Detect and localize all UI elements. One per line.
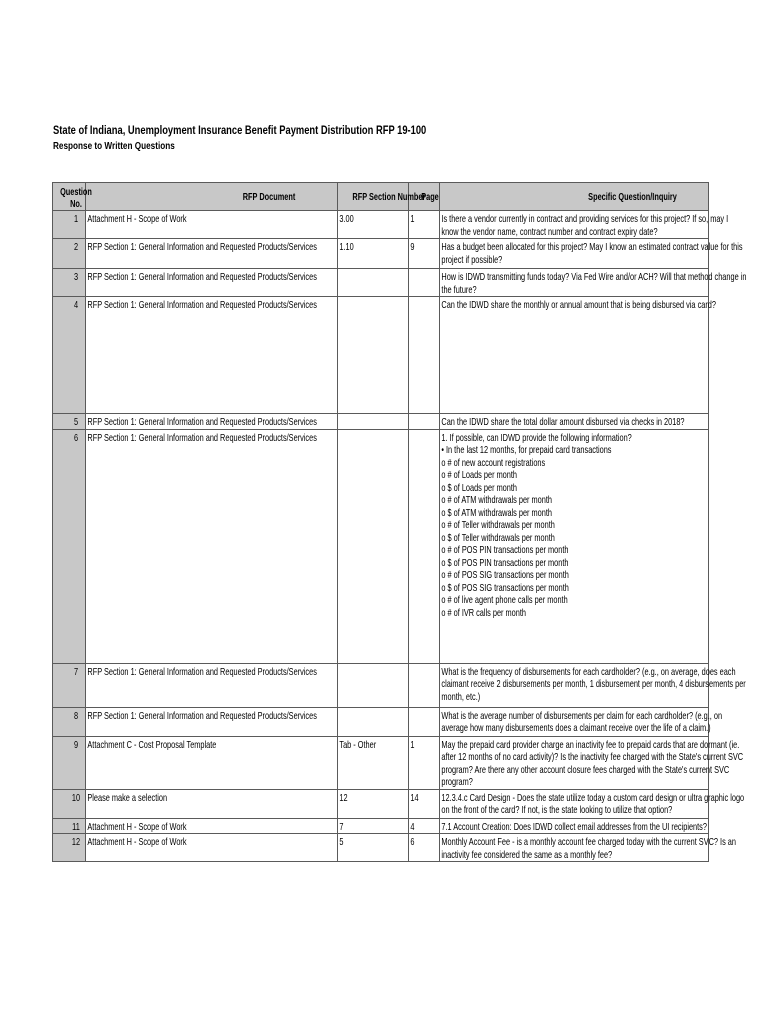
question-cell	[440, 834, 736, 862]
rfp-document-cell: RFP Section 1: General Information and Requested Products/Services	[86, 414, 338, 430]
question-line: Can the IDWD share the monthly or annual amount that is being disbursed via card?	[441, 299, 716, 311]
rfp-section-cell	[338, 663, 409, 707]
question-line: Is there a vendor currently in contract and providing services for this project? If so, may I	[441, 213, 729, 225]
rfp-section-cell: Tab - Other	[338, 736, 409, 789]
page-cell: 4	[409, 818, 440, 834]
document-title: State of Indiana, Unemployment Insurance Benefit Payment Distribution RFP 19-100	[53, 123, 427, 137]
rfp-document-cell: Attachment H - Scope of Work	[86, 211, 338, 239]
rfp-section-cell	[338, 414, 409, 430]
rfp-document-cell: Attachment H - Scope of Work	[86, 834, 338, 862]
question-cell	[440, 789, 745, 818]
question-line: May the prepaid card provider charge an inactivity fee to prepaid cards that are dormant (ie.	[441, 738, 740, 751]
rfp-section-cell: 1.10	[338, 239, 409, 269]
table-row	[53, 297, 709, 414]
rfp-section-cell: 3.00	[338, 211, 409, 239]
question-line: 12.3.4.c Card Design - Does the state utilize today a custom card design or ultra graphic logo	[441, 791, 745, 804]
rfp-document-cell: RFP Section 1: General Information and Requested Products/Services	[86, 239, 338, 269]
page-cell	[409, 663, 440, 707]
page-cell: 6	[409, 834, 440, 862]
questions-table	[52, 182, 747, 862]
question-line: o # of Teller withdrawals per month	[441, 519, 555, 531]
table-row	[53, 269, 709, 297]
question-line: month, etc.)	[441, 690, 481, 703]
question-line: the future?	[441, 283, 477, 296]
question-line: o $ of ATM withdrawals per month	[441, 506, 552, 519]
column-header-rfp-section-number: RFP Section Number	[338, 183, 409, 211]
table-row	[53, 789, 709, 818]
table-row	[53, 239, 709, 269]
rfp-section-cell: 5	[338, 834, 409, 862]
column-header-page: Page	[409, 183, 440, 211]
question-line: What is the average number of disbursements per claim for each cardholder? (e.g., on	[441, 709, 723, 722]
question-line: o # of ATM withdrawals per month	[441, 494, 552, 506]
question-number-cell: 10	[53, 789, 86, 818]
question-cell	[440, 269, 747, 297]
document-subtitle: Response to Written Questions	[53, 140, 175, 152]
question-line: program?	[441, 776, 473, 788]
rfp-section-cell	[338, 429, 409, 663]
question-line: o # of POS SIG transactions per month	[441, 569, 569, 581]
question-number-cell: 9	[53, 736, 86, 789]
table-row	[53, 663, 709, 707]
rfp-document-cell: RFP Section 1: General Information and Requested Products/Services	[86, 269, 338, 297]
question-line: inactivity fee considered the same as a monthly fee?	[441, 848, 613, 861]
question-cell	[440, 211, 729, 239]
page-cell	[409, 429, 440, 663]
question-line: claimant receive 2 disbursements per month, 1 disbursement per month, 4 disbursements per	[441, 678, 746, 690]
question-line: o $ of Loads per month	[441, 481, 517, 494]
question-line: after 12 months of no card activity)? Is the inactivity fee charged with the State's current SVC	[441, 751, 744, 763]
rfp-section-cell	[338, 297, 409, 414]
question-cell	[440, 414, 709, 430]
question-line: on the front of the card? If not, is the state looking to utilize that option?	[441, 804, 673, 816]
question-number-cell: 7	[53, 663, 86, 707]
rfp-document-cell: RFP Section 1: General Information and Requested Products/Services	[86, 707, 338, 736]
question-line: program? Are there any other account closure fees charged with the State's current SVC	[441, 763, 730, 776]
table-row	[53, 429, 709, 663]
column-header-question: Specific Question/Inquiry	[440, 183, 709, 211]
rfp-document-cell: Attachment C - Cost Proposal Template	[86, 736, 338, 789]
question-cell	[440, 429, 709, 663]
page-cell	[409, 414, 440, 430]
question-cell	[440, 239, 743, 269]
column-header-question-no: Question No.	[53, 183, 86, 211]
page-cell	[409, 269, 440, 297]
question-line: • In the last 12 months, for prepaid card transactions	[441, 444, 612, 456]
table-header-row	[53, 183, 709, 211]
table-row	[53, 414, 709, 430]
question-line: o $ of Teller withdrawals per month	[441, 531, 555, 544]
question-line: o $ of POS PIN transactions per month	[441, 556, 569, 569]
question-line: o # of live agent phone calls per month	[441, 594, 568, 606]
question-line: o # of new account registrations	[441, 456, 546, 469]
question-line: Monthly Account Fee - is a monthly account fee charged today with the current SVC? Is an	[441, 836, 736, 848]
question-cell	[440, 707, 723, 736]
question-line: project if possible?	[441, 253, 503, 266]
page-cell	[409, 707, 440, 736]
question-line: o # of POS PIN transactions per month	[441, 544, 569, 556]
question-line: Has a budget been allocated for this project? May I know an estimated contract value for this	[441, 241, 743, 253]
table-row	[53, 736, 709, 789]
table-row	[53, 707, 709, 736]
rfp-document-cell: RFP Section 1: General Information and Requested Products/Services	[86, 297, 338, 414]
table-row	[53, 818, 709, 834]
rfp-section-cell	[338, 707, 409, 736]
question-line: o # of Loads per month	[441, 469, 517, 481]
question-number-cell: 11	[53, 818, 86, 834]
question-number-cell: 4	[53, 297, 86, 414]
question-number-cell: 2	[53, 239, 86, 269]
question-cell	[440, 297, 716, 414]
rfp-section-cell: 7	[338, 818, 409, 834]
question-line: 7.1 Account Creation: Does IDWD collect email addresses from the UI recipients?	[441, 820, 707, 833]
table-row	[53, 834, 709, 862]
page-cell: 1	[409, 736, 440, 789]
question-line: How is IDWD transmitting funds today? Via Fed Wire and/or ACH? Will that method change in	[441, 271, 747, 283]
question-number-cell: 3	[53, 269, 86, 297]
question-line: o $ of POS SIG transactions per month	[441, 581, 569, 594]
page-cell: 14	[409, 789, 440, 818]
question-cell	[440, 818, 709, 834]
rfp-document-cell: Please make a selection	[86, 789, 338, 818]
question-number-cell: 1	[53, 211, 86, 239]
rfp-document-cell: RFP Section 1: General Information and Requested Products/Services	[86, 429, 338, 663]
rfp-section-cell	[338, 269, 409, 297]
table-row	[53, 211, 709, 239]
question-number-cell: 6	[53, 429, 86, 663]
question-line: What is the frequency of disbursements for each cardholder? (e.g., on average, does each	[441, 665, 736, 678]
question-cell	[440, 663, 746, 707]
question-line: average how many disbursements does a claimant receive over the life of a claim.)	[441, 722, 711, 734]
question-number-cell: 8	[53, 707, 86, 736]
question-number-cell: 5	[53, 414, 86, 430]
page-cell: 9	[409, 239, 440, 269]
question-line: know the vendor name, contract number and contract expiry date?	[441, 225, 658, 238]
question-line: 1. If possible, can IDWD provide the following information?	[441, 431, 632, 444]
page-cell: 1	[409, 211, 440, 239]
question-line: Can the IDWD share the total dollar amount disbursed via checks in 2018?	[441, 416, 685, 428]
question-cell	[440, 736, 744, 789]
question-line: o # of IVR calls per month	[441, 606, 526, 619]
question-number-cell: 12	[53, 834, 86, 862]
page-cell	[409, 297, 440, 414]
column-header-rfp-document: RFP Document	[86, 183, 338, 211]
rfp-document-cell: Attachment H - Scope of Work	[86, 818, 338, 834]
rfp-section-cell: 12	[338, 789, 409, 818]
rfp-document-cell: RFP Section 1: General Information and Requested Products/Services	[86, 663, 338, 707]
